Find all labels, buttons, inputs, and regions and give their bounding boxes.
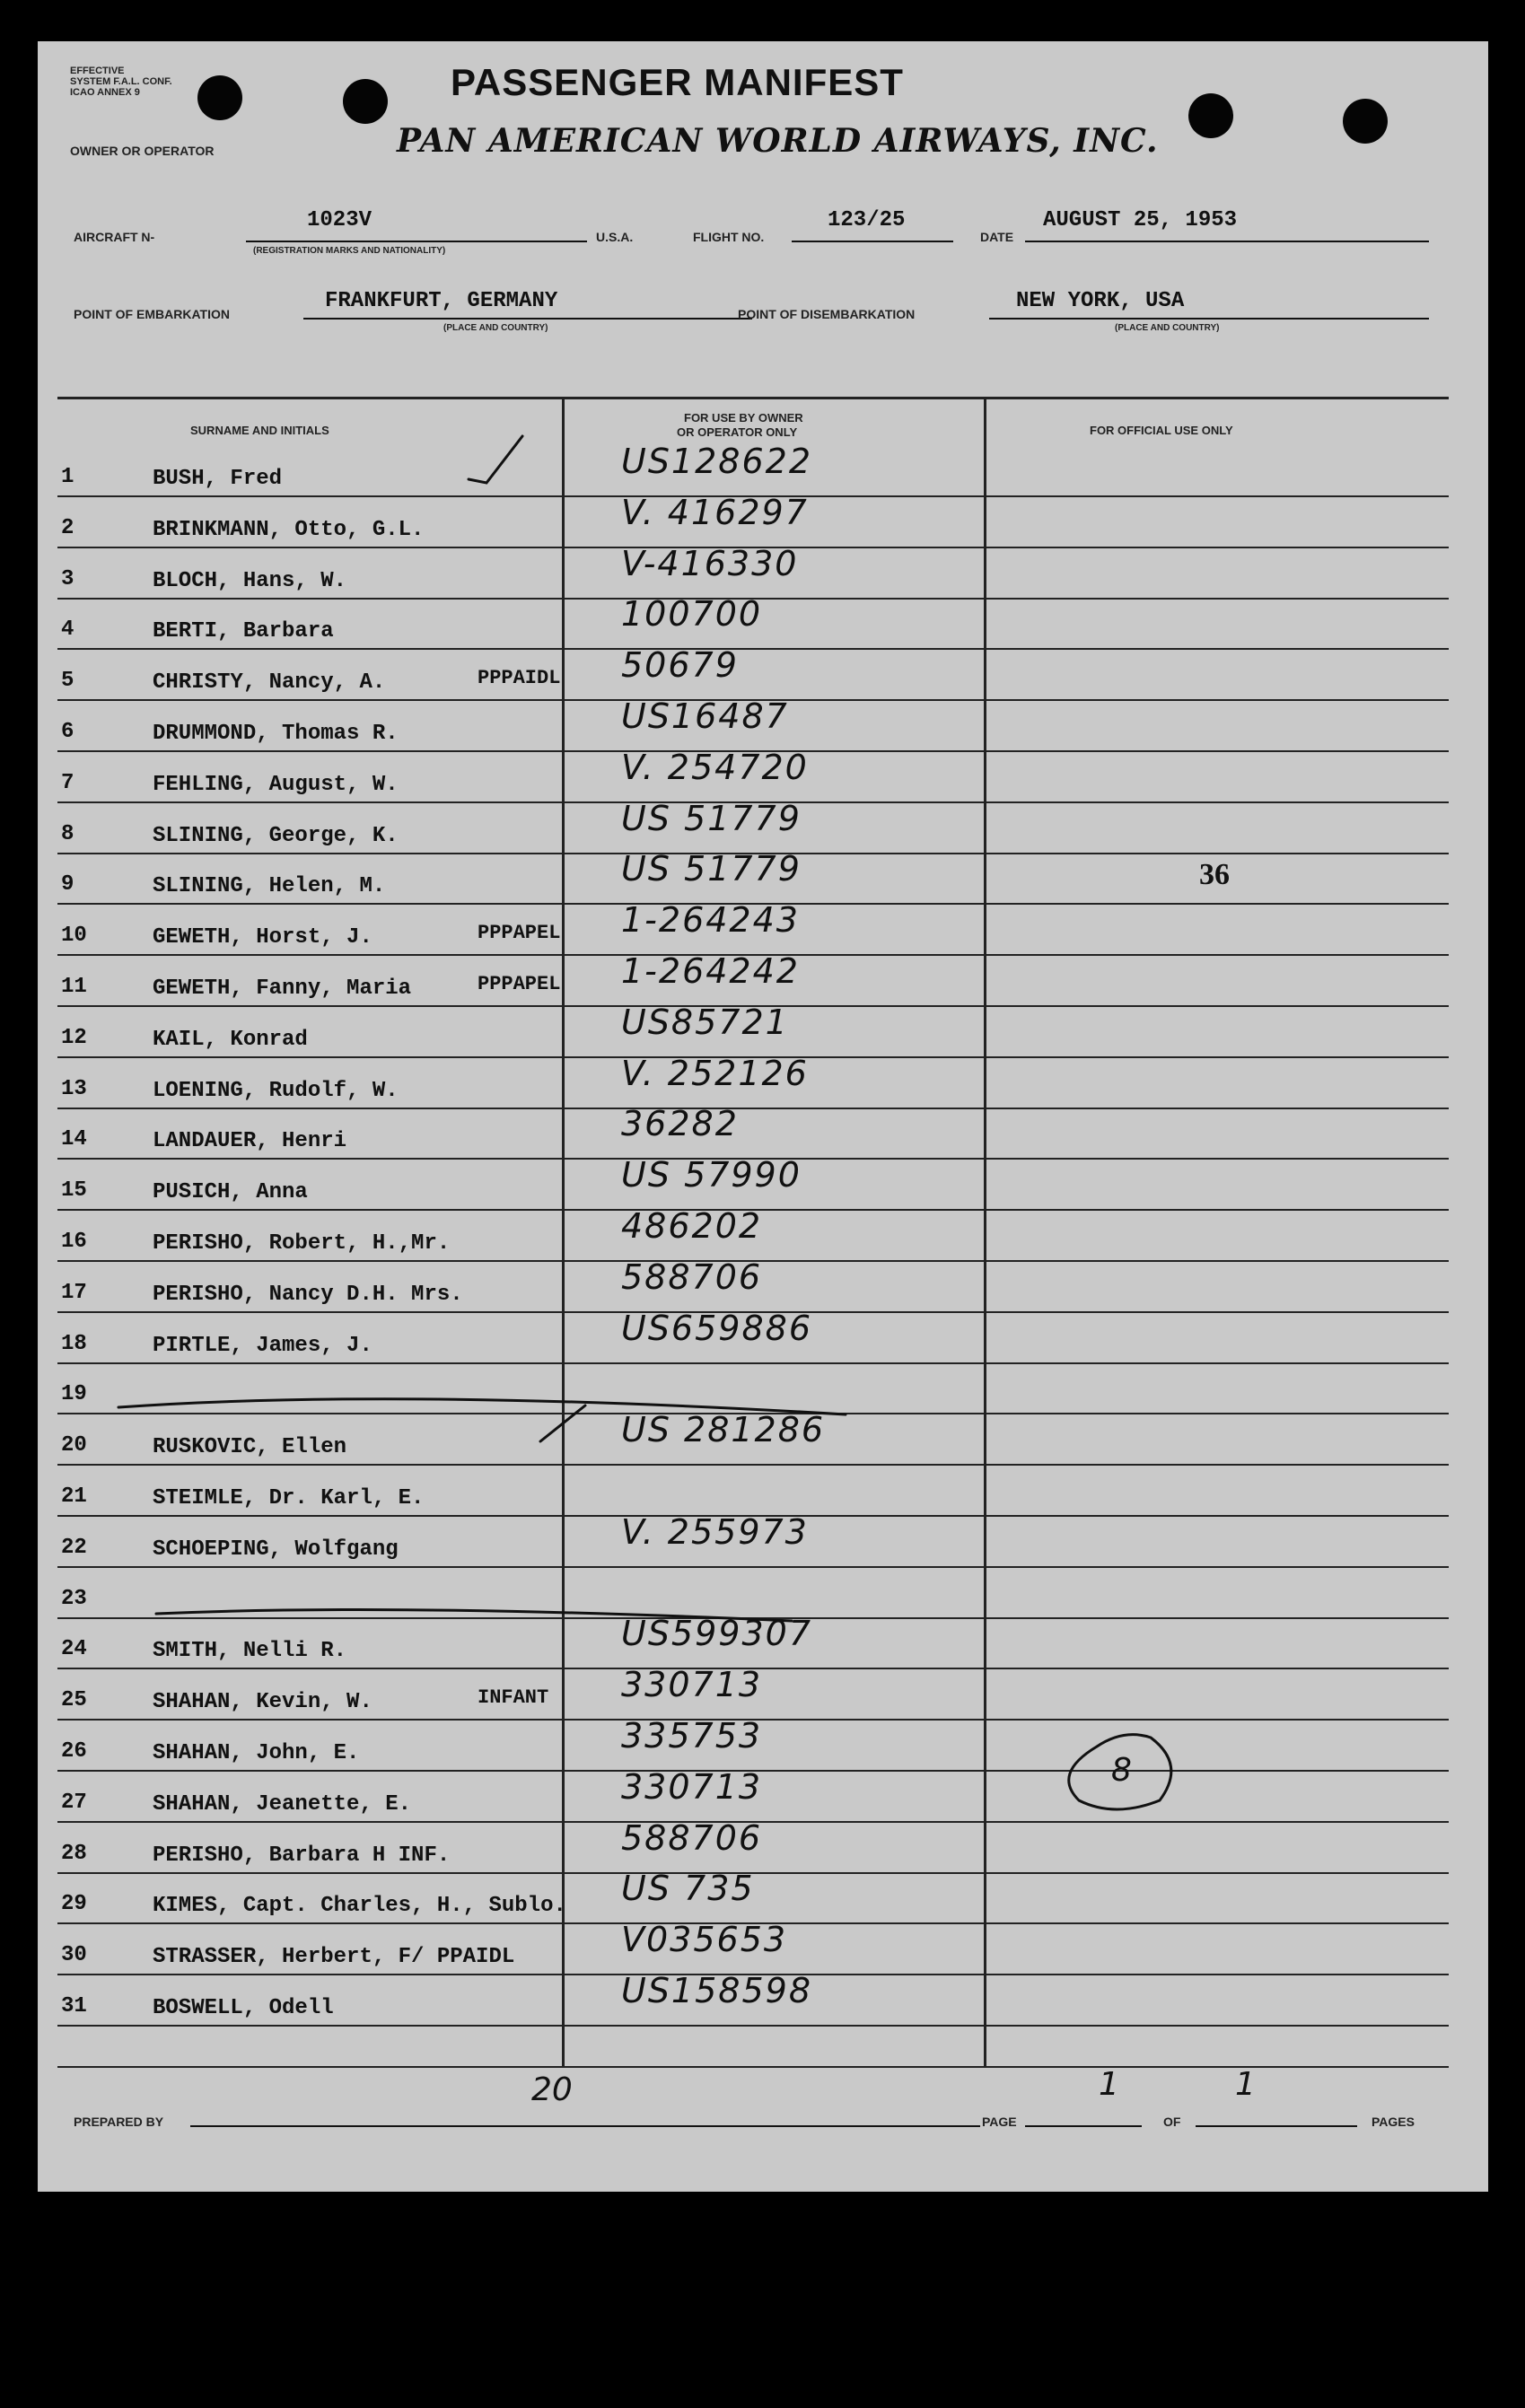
passport-number: V. 254720: [621, 748, 809, 787]
passport-number: 36282: [621, 1104, 739, 1143]
strike-line-row-19: [118, 1399, 846, 1414]
row-number: 11: [61, 975, 87, 999]
row-number: 14: [61, 1127, 87, 1151]
corner-note-3: ICAO ANNEX 9: [70, 87, 140, 98]
row-number: 6: [61, 720, 74, 744]
passenger-name: CHRISTY, Nancy, A.: [153, 670, 386, 695]
passenger-note: INFANT: [478, 1686, 549, 1709]
date-label: DATE: [980, 230, 1014, 244]
passenger-name: PERISHO, Barbara H INF.: [153, 1843, 451, 1868]
row-number: 17: [61, 1281, 87, 1305]
passenger-name: SCHOEPING, Wolfgang: [153, 1537, 399, 1562]
disembark-sublabel: (PLACE AND COUNTRY): [1115, 323, 1220, 333]
passport-number: V. 255973: [621, 1512, 809, 1552]
row-number: 25: [61, 1688, 87, 1712]
passenger-name: SLINING, Helen, M.: [153, 874, 386, 898]
of-value: 1: [1235, 2066, 1256, 2103]
aircraft-label: AIRCRAFT N-: [74, 230, 155, 244]
handwritten-marks: [38, 41, 1488, 2192]
passport-number: 330713: [621, 1665, 763, 1704]
row-number: 22: [61, 1536, 87, 1560]
passenger-name: BOSWELL, Odell: [153, 1996, 334, 2020]
row-number: 31: [61, 1994, 87, 2018]
passport-number: 1-264242: [621, 951, 800, 991]
passenger-name: BERTI, Barbara: [153, 619, 334, 644]
passport-number: V-416330: [621, 544, 799, 583]
row-number: 29: [61, 1892, 87, 1916]
row-number: 7: [61, 771, 74, 795]
checkmark: [540, 1405, 585, 1441]
passenger-name: PUSICH, Anna: [153, 1180, 308, 1204]
passport-number: V. 252126: [621, 1054, 809, 1093]
checkmark: [469, 436, 522, 483]
passport-number: US16487: [621, 696, 789, 736]
row-number: 23: [61, 1587, 87, 1611]
passenger-name: LANDAUER, Henri: [153, 1129, 347, 1153]
passenger-note: PPPAIDL: [478, 667, 561, 689]
row-number: 9: [61, 872, 74, 897]
column-header-surname: SURNAME AND INITIALS: [190, 424, 329, 437]
row-number: 1: [61, 465, 74, 489]
row-number: 28: [61, 1842, 87, 1866]
passenger-name: BUSH, Fred: [153, 467, 283, 491]
row-number: 15: [61, 1178, 87, 1203]
circled-number: 8: [1111, 1752, 1132, 1789]
passenger-name: SHAHAN, Jeanette, E.: [153, 1792, 412, 1817]
column-header-owner-1: FOR USE BY OWNER: [684, 411, 803, 425]
passenger-note: PPPAPEL: [478, 922, 561, 944]
row-number: 2: [61, 516, 74, 540]
passenger-name: SHAHAN, John, E.: [153, 1741, 360, 1765]
date-value: AUGUST 25, 1953: [1043, 208, 1238, 232]
passenger-name: SHAHAN, Kevin, W.: [153, 1690, 372, 1714]
passenger-name: KIMES, Capt. Charles, H., Sublo.: [153, 1894, 566, 1918]
passport-number: V. 416297: [621, 493, 809, 532]
embark-value: FRANKFURT, GERMANY: [325, 289, 558, 313]
aircraft-sublabel: (REGISTRATION MARKS AND NATIONALITY): [253, 246, 446, 256]
passport-number: US 51779: [621, 799, 802, 838]
page-value: 1: [1099, 2066, 1119, 2103]
column-header-official: FOR OFFICIAL USE ONLY: [1090, 424, 1233, 437]
passport-number: US 57990: [621, 1155, 802, 1195]
row-number: 8: [61, 822, 74, 846]
passenger-name: DRUMMOND, Thomas R.: [153, 722, 399, 746]
passenger-name: FEHLING, August, W.: [153, 773, 399, 797]
passenger-name: PERISHO, Robert, H.,Mr.: [153, 1231, 451, 1256]
passport-number: US599307: [621, 1614, 812, 1653]
passport-number: US 281286: [621, 1410, 826, 1449]
page-underline: [1025, 2125, 1142, 2127]
passenger-name: PERISHO, Nancy D.H. Mrs.: [153, 1283, 463, 1307]
passport-number: US 735: [621, 1869, 755, 1908]
usa-label: U.S.A.: [596, 230, 634, 244]
passport-number: 588706: [621, 1818, 763, 1858]
of-label: OF: [1163, 2115, 1181, 2129]
row-number: 13: [61, 1077, 87, 1101]
passenger-name: STEIMLE, Dr. Karl, E.: [153, 1486, 425, 1510]
passport-number: 335753: [621, 1716, 763, 1756]
row-number: 20: [61, 1433, 87, 1458]
disembark-value: NEW YORK, USA: [1016, 289, 1185, 313]
prepared-by-underline: [190, 2125, 980, 2127]
row-number: 16: [61, 1230, 87, 1254]
passport-number: 50679: [621, 645, 739, 685]
passenger-note: PPPAPEL: [478, 973, 561, 995]
passenger-name: BLOCH, Hans, W.: [153, 569, 347, 593]
passenger-name: LOENING, Rudolf, W.: [153, 1079, 399, 1103]
passport-number: 588706: [621, 1257, 763, 1297]
flight-value: 123/25: [828, 208, 906, 232]
official-count: 36: [1199, 858, 1230, 891]
passenger-name: SLINING, George, K.: [153, 824, 399, 848]
flight-label: FLIGHT NO.: [693, 230, 765, 244]
strike-line-row-23: [156, 1610, 792, 1622]
row-number: 21: [61, 1484, 87, 1509]
prepared-by-label: PREPARED BY: [74, 2115, 164, 2129]
row-number: 30: [61, 1943, 87, 1967]
row-number: 18: [61, 1332, 87, 1356]
passenger-name: GEWETH, Fanny, Maria: [153, 976, 412, 1001]
row-number: 12: [61, 1026, 87, 1050]
pages-label: PAGES: [1372, 2115, 1415, 2129]
page-label: PAGE: [982, 2115, 1017, 2129]
row-number: 4: [61, 617, 74, 642]
passport-number: US85721: [621, 1003, 789, 1042]
passenger-name: SMITH, Nelli R.: [153, 1639, 347, 1663]
embark-label: POINT OF EMBARKATION: [74, 307, 230, 321]
passenger-name: GEWETH, Horst, J.: [153, 925, 372, 950]
of-underline: [1196, 2125, 1357, 2127]
corner-note-1: EFFECTIVE: [70, 66, 125, 76]
passport-number: 486202: [621, 1206, 763, 1246]
owner-label: OWNER OR OPERATOR: [70, 144, 215, 158]
aircraft-value: 1023V: [307, 208, 372, 232]
passport-number: 1-264243: [621, 900, 800, 940]
passenger-name: STRASSER, Herbert, F/ PPAIDL: [153, 1945, 515, 1969]
row-number: 19: [61, 1382, 87, 1406]
passenger-name: PIRTLE, James, J.: [153, 1334, 372, 1358]
corner-note-2: SYSTEM F.A.L. CONF.: [70, 76, 172, 87]
disembark-label: POINT OF DISEMBARKATION: [738, 307, 916, 321]
passport-number: 330713: [621, 1767, 763, 1807]
passenger-name: KAIL, Konrad: [153, 1028, 308, 1052]
row-number: 10: [61, 924, 87, 948]
row-number: 5: [61, 669, 74, 693]
row-number: 27: [61, 1791, 87, 1815]
passenger-name: BRINKMANN, Otto, G.L.: [153, 518, 425, 542]
prepared-by-value: 20: [531, 2071, 573, 2108]
passenger-name: RUSKOVIC, Ellen: [153, 1435, 347, 1459]
passport-number: V035653: [621, 1920, 788, 1959]
passport-number: US158598: [621, 1971, 812, 2010]
embark-sublabel: (PLACE AND COUNTRY): [443, 323, 548, 333]
passport-number: US128622: [621, 442, 812, 481]
manifest-sheet: [38, 41, 1488, 2192]
row-number: 26: [61, 1739, 87, 1764]
page-title: PASSENGER MANIFEST: [451, 61, 904, 103]
row-number: 24: [61, 1637, 87, 1661]
passport-number: 100700: [621, 594, 763, 634]
passport-number: US659886: [621, 1309, 812, 1348]
row-number: 3: [61, 567, 74, 591]
passport-number: US 51779: [621, 849, 802, 889]
column-header-owner-2: OR OPERATOR ONLY: [677, 425, 798, 439]
owner-value: PAN AMERICAN WORLD AIRWAYS, INC.: [397, 122, 1159, 160]
